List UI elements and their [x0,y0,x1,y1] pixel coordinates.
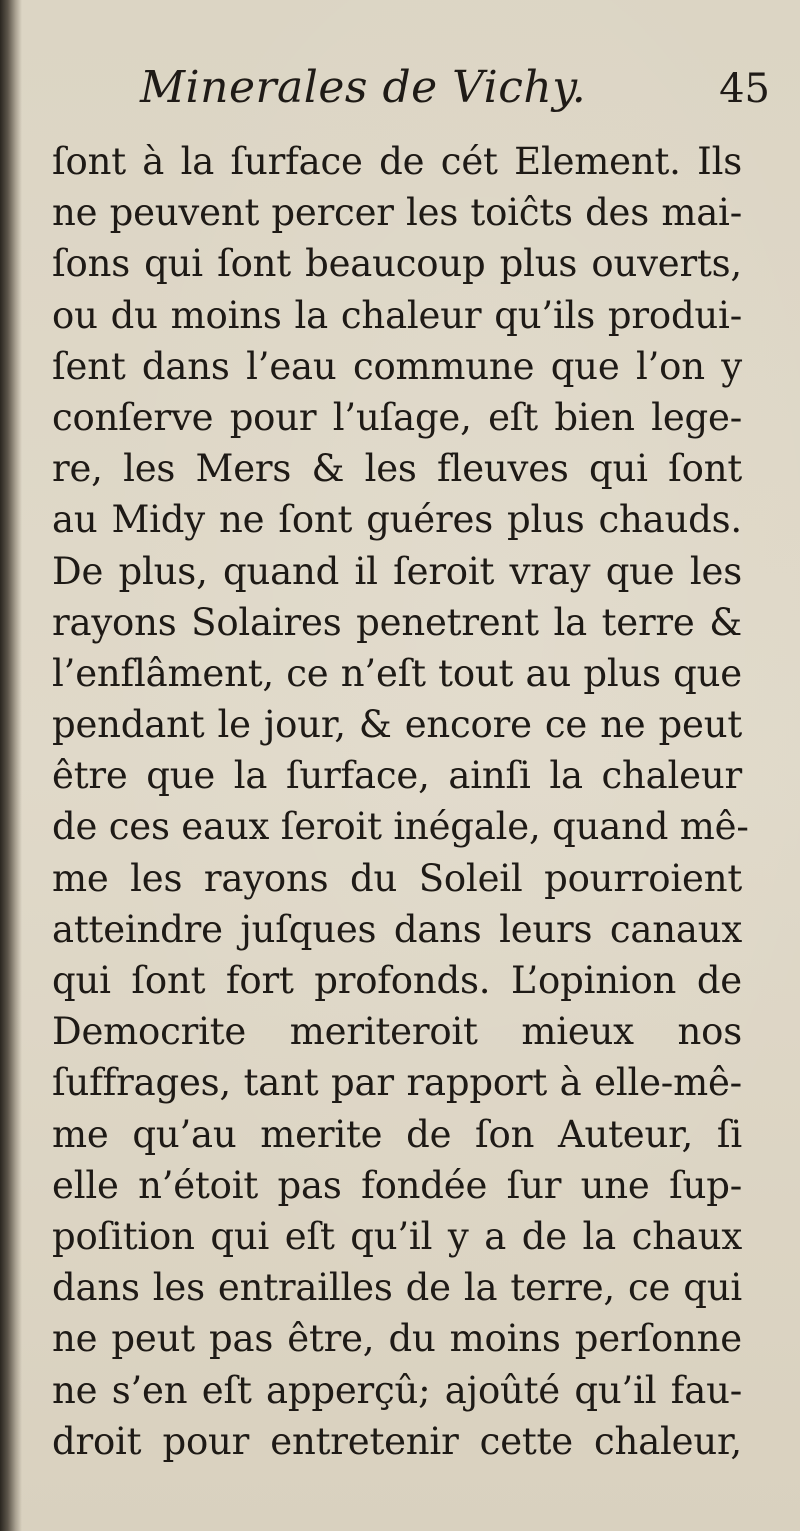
text-line: atteindre juſques dans leurs canaux [52,907,742,951]
page-gutter-shadow [0,0,22,1531]
text-line: dans les entrailles de la terre, ce qui [52,1266,742,1310]
text-line: Democrite meriteroit mieux nos [52,1010,742,1054]
text-line: me qu’au merite de ſon Auteur, ſi [52,1112,742,1156]
text-line: ſons qui ſont beaucoup plus ouverts, [52,242,742,286]
text-line: l’enflâment, ce n’eſt tout au plus que [52,651,742,695]
text-line: ou du moins la chaleur qu’ils produi- [52,293,742,337]
running-title: Minerales de Vichy. [140,62,587,113]
text-line: être que la ſurface, ainſi la chaleur [52,754,742,798]
text-line: ne peut pas être, du moins perſonne [52,1317,742,1361]
text-line: rayons Solaires penetrent la terre & [52,600,742,644]
text-line: de ces eaux ſeroit inégale, quand mê- [52,805,749,849]
text-line: droit pour entretenir cette chaleur, [52,1419,742,1463]
text-line: ne s’en eſt apperçû; ajoûté qu’il fau- [52,1368,742,1412]
page-number: 45 [719,66,770,112]
text-line: De plus, quand il ſeroit vray que les [52,549,742,593]
page-header [140,62,770,132]
text-line: conſerve pour l’uſage, eſt bien lege- [52,395,742,439]
text-line: me les rayons du Soleil pourroient [52,856,742,900]
body-text [52,136,749,1467]
text-line: re, les Mers & les fleuves qui ſont [52,447,742,491]
text-line: ſent dans l’eau commune que l’on y [52,344,742,388]
text-line: elle n’étoit pas fondée ſur une ſup- [52,1163,742,1207]
text-line: ne peuvent percer les toiĉts des mai- [52,191,742,235]
text-line: qui ſont fort profonds. L’opinion de [52,959,742,1002]
text-line: poſition qui eſt qu’il y a de la chaux [52,1214,742,1258]
text-line: pendant le jour, & encore ce ne peut [52,703,742,747]
text-line: ſont à la ſurface de cét Element. Ils [52,140,742,183]
text-line: ſuffrages, tant par rapport à elle-mê- [52,1061,742,1105]
text-line: au Midy ne ſont guéres plus chauds. [52,498,742,542]
